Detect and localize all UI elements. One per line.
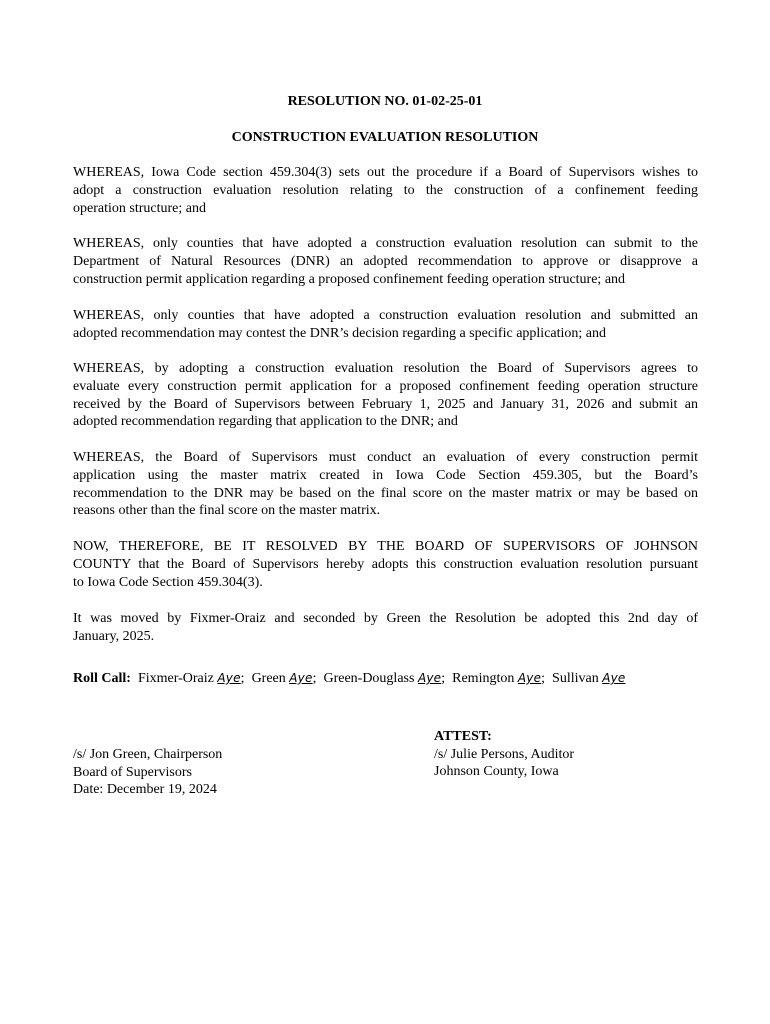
resolution-title: CONSTRUCTION EVALUATION RESOLUTION (231, 130, 539, 145)
auditor-signature: /s/ Julie Persons, Auditor (434, 746, 575, 762)
auditor-county: Johnson County, Iowa (434, 764, 559, 779)
roll-call-separator: ; (541, 671, 546, 686)
roll-call-separator: ; (240, 671, 245, 686)
paragraph-line: construction permit application regarding a proposed confinement feeding operation structure; and (73, 271, 626, 287)
roll-call-vote: Aye (289, 671, 313, 685)
roll-call-vote: Aye (417, 671, 442, 685)
roll-call-separator: ; (312, 671, 317, 686)
whereas-paragraph-5 (73, 449, 698, 520)
paragraph-line: WHEREAS, by adopting a construction evaluation resolution the Board of Supervisors agrees to (73, 361, 698, 376)
paragraph-line: to Iowa Code Section 459.304(3). (73, 574, 263, 590)
attest-heading: ATTEST: (434, 729, 492, 744)
paragraph-line: adopted recommendation regarding that application to the DNR; and (73, 414, 458, 430)
paragraph-line: January, 2025. (73, 628, 155, 644)
paragraph-line: WHEREAS, the Board of Supervisors must conduct an evaluation of every construction permit (73, 450, 698, 465)
whereas-paragraph-4 (73, 360, 698, 431)
roll-call-name: Green-Douglass (323, 671, 415, 686)
paragraph-line: application using the master matrix created in Iowa Code Section 459.305, but the Board’s (73, 467, 698, 483)
roll-call-name: Fixmer-Oraiz (137, 671, 214, 686)
paragraph-line: NOW, THEREFORE, BE IT RESOLVED BY THE BOARD OF SUPERVISORS OF JOHNSON (73, 539, 698, 554)
paragraph-line: operation structure; and (73, 200, 206, 216)
roll-call (73, 669, 713, 688)
paragraph-line: adopt a construction evaluation resolution relating to the construction of a confinement feeding (73, 182, 698, 198)
paragraph-line: WHEREAS, only counties that have adopted a construction evaluation resolution can submit to the (73, 236, 698, 251)
chairperson-signature-block (73, 746, 222, 799)
whereas-paragraph-1 (73, 164, 698, 217)
motion-paragraph (73, 610, 698, 646)
roll-call-vote: Aye (517, 671, 542, 685)
roll-call-name: Remington (452, 671, 515, 686)
resolution-number: RESOLUTION NO. 01-02-25-01 (287, 94, 483, 109)
roll-call-vote: Aye (602, 671, 626, 685)
paragraph-line: It was moved by Fixmer-Oraiz and seconded by Green the Resolution be adopted this 2nd day of (73, 611, 698, 626)
paragraph-line: evaluate every construction permit application for a proposed confinement feeding operation structure (73, 378, 698, 394)
paragraph-line: received by the Board of Supervisors between February 1, 2025 and January 31, 2026 and submit an (73, 396, 698, 412)
roll-call-name: Sullivan (552, 671, 599, 686)
roll-call-vote: Aye (217, 671, 241, 685)
roll-call-name: Green (251, 671, 286, 686)
whereas-paragraph-3 (73, 307, 698, 343)
paragraph-line: WHEREAS, Iowa Code section 459.304(3) sets out the procedure if a Board of Supervisors wishes to (73, 165, 698, 180)
attest-signature-block (434, 728, 574, 781)
signature-date: Date: December 19, 2024 (73, 782, 217, 797)
paragraph-line: recommendation to the DNR may be based on the final score on the master matrix or may be based on (73, 485, 698, 501)
chairperson-signature: /s/ Jon Green, Chairperson (73, 747, 223, 762)
paragraph-line: Department of Natural Resources (DNR) an adopted recommendation to approve or disapprove a (73, 253, 698, 269)
paragraph-line: COUNTY that the Board of Supervisors hereby adopts this construction evaluation resolution pursuant (73, 556, 698, 572)
paragraph-line: reasons other than the final score on the master matrix. (73, 503, 381, 519)
paragraph-line: adopted recommendation may contest the DNR’s decision regarding a specific application; and (73, 325, 606, 341)
roll-call-separator: ; (441, 671, 446, 686)
whereas-paragraph-2 (73, 235, 698, 288)
chairperson-title: Board of Supervisors (73, 764, 192, 780)
resolved-paragraph (73, 538, 698, 591)
roll-call-label: Roll Call: (73, 671, 131, 686)
paragraph-line: WHEREAS, only counties that have adopted a construction evaluation resolution and submitted an (73, 308, 698, 323)
